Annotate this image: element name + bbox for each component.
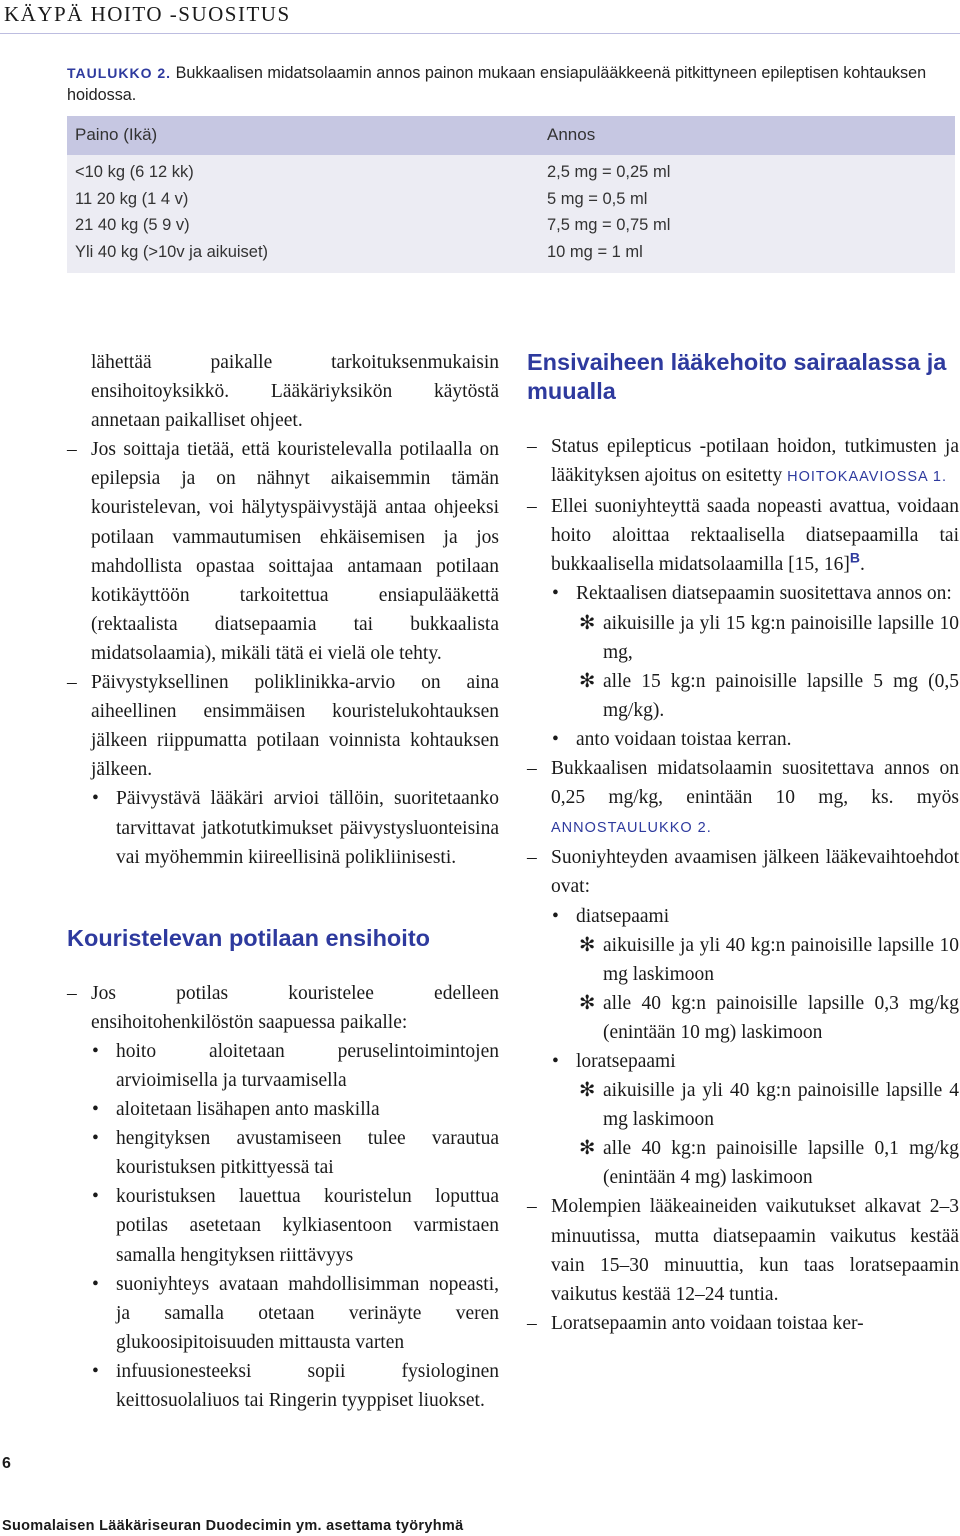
- list-item-text: alle 40 kg:n painoisille lapsille 0,1 mg/kg (enintään 4 mg) laskimoon: [603, 1138, 959, 1189]
- list-item: [527, 1134, 959, 1192]
- list-item-text: Loratsepaamin anto voidaan toistaa ker-: [551, 1312, 864, 1334]
- footer-text: Suomalaisen Lääkäriseuran Duodecimin ym. asettama työryhmä: [2, 1518, 464, 1534]
- left-column: [67, 348, 499, 1415]
- bullet-marker: •: [92, 1273, 99, 1295]
- table-cell-dose: 10 mg = 1 ml: [547, 243, 643, 261]
- list-item-text: diatsepaami: [576, 905, 670, 927]
- list-item-text: Päivystävä lääkäri arvioi tällöin, suoritetaanko tarvittavat jatkotutkimukset päivystysluonteisina vai myöhemmin kiireellisinä polikliinisesti.: [116, 788, 499, 868]
- dose-table: [67, 116, 955, 273]
- list-item: [527, 725, 959, 754]
- bullet-marker: •: [552, 905, 559, 927]
- list-item: [527, 754, 959, 843]
- list-item: [527, 667, 959, 725]
- list-item: [67, 784, 499, 871]
- list-item-text: Päivystyksellinen poliklinikka-arvio on aina aiheellinen ensimmäisen kouristelukohtauksen jälkeen riippumatta potilaan voinnista kohtauksen jälkeen.: [91, 672, 499, 781]
- caption-text: Bukkaalisen midatsolaamin annos painon mukaan ensiapulääkkeenä pitkittyneen epileptisen kohtauksen hoidossa.: [67, 64, 927, 104]
- list-item: [527, 843, 959, 901]
- list-item-text: aikuisille ja yli 40 kg:n painoisille lapsille 4 mg laskimoon: [603, 1080, 959, 1131]
- bullet-marker: •: [92, 1186, 99, 1208]
- evidence-grade-badge: B: [849, 549, 861, 566]
- list-item-text: Ellei suoniyhteyttä saada nopeasti avattua, voidaan hoito aloittaa rektaalisella diatsepaamilla tai bukkaalisella midatsolaamilla [15, 16]: [551, 496, 959, 576]
- list-item: [527, 579, 959, 608]
- list-item-text: aikuisille ja yli 40 kg:n painoisille lapsille 10 mg laskimoon: [603, 934, 959, 985]
- bullet-marker: •: [552, 728, 559, 750]
- table-header-row: [67, 116, 955, 155]
- list-item: [527, 1309, 959, 1338]
- table-cell-dose: 2,5 mg = 0,25 ml: [547, 163, 671, 181]
- bullet-marker: •: [552, 583, 559, 605]
- list-item: [527, 609, 959, 667]
- section-heading: Kouristelevan potilaan ensihoito: [67, 924, 430, 951]
- list-item-text: Suoniyhteyden avaamisen jälkeen lääkevaihtoehdot ovat:: [551, 847, 959, 898]
- dash-marker: –: [67, 672, 77, 694]
- list-item: [527, 989, 959, 1047]
- table-row: [67, 216, 955, 243]
- list-item: [67, 1270, 499, 1357]
- list-item-text: aloitetaan lisähapen anto maskilla: [116, 1099, 380, 1121]
- list-item: [527, 1192, 959, 1308]
- list-item-text: Bukkaalisen midatsolaamin suositettava annos on 0,25 mg/kg, enintään 10 mg, ks. myös: [551, 758, 959, 809]
- list-item: [527, 931, 959, 989]
- list-item: [527, 432, 959, 492]
- list-item: [67, 1095, 499, 1124]
- table-header-weight: Paino (Ikä): [75, 125, 158, 144]
- list-item-text: kouristuksen lauettua kouristelun loputtua potilas asetetaan kylkiasentoon varmistaen samalla hengityksen riittävyys: [116, 1186, 499, 1266]
- star-marker: ✻: [579, 992, 596, 1014]
- bullet-marker: •: [92, 788, 99, 810]
- table-caption: [67, 62, 957, 106]
- list-item-text: Status epilepticus -potilaan hoidon, tutkimusten ja lääkityksen ajoitus on esitetty: [551, 436, 959, 487]
- table-cell-dose: 5 mg = 0,5 ml: [547, 190, 648, 208]
- bullet-marker: •: [92, 1099, 99, 1121]
- table-header-dose: Annos: [547, 125, 596, 144]
- list-item-text: Rektaalisen diatsepaamin suositettava annos on:: [576, 583, 952, 605]
- list-item: [67, 1037, 499, 1095]
- list-item-text: hengityksen avustamiseen tulee varautua kouristuksen pitkittyessä tai: [116, 1128, 499, 1179]
- caption-tag: TAULUKKO 2.: [67, 65, 172, 81]
- dash-marker: –: [527, 1312, 537, 1334]
- table-row: [67, 163, 955, 190]
- dash-marker: –: [527, 847, 537, 869]
- table-row: [67, 190, 955, 217]
- dash-marker: –: [527, 496, 537, 518]
- list-item-text: Jos potilas kouristelee edelleen ensihoitohenkilöstön saapuessa paikalle:: [91, 982, 499, 1033]
- dash-marker: –: [527, 758, 537, 780]
- list-item: [67, 435, 499, 668]
- star-marker: ✻: [579, 612, 596, 634]
- list-item-text: Molempien lääkeaineiden vaikutukset alkavat 2–3 minuutissa, mutta diatsepaamin vaikutus kestää vain 15–30 minuuttia, kun taas loratsepaamin vaikutus kestää 12–24 tuntia.: [551, 1196, 959, 1305]
- dash-marker: –: [527, 436, 537, 457]
- table-cell-weight: 21 40 kg (5 9 v): [75, 216, 190, 234]
- intro-paragraph: lähettää paikalle tarkoituksenmukaisin ensihoitoyksikkö. Lääkäriyksikön käytöstä annetaan paikalliset ohjeet.: [91, 352, 499, 432]
- bullet-marker: •: [92, 1360, 99, 1382]
- dash-marker: –: [67, 982, 77, 1004]
- flowchart-reference-link[interactable]: HOITOKAAVIOSSA 1.: [787, 469, 948, 486]
- list-item-text: alle 40 kg:n painoisille lapsille 0,3 mg/kg (enintään 10 mg) laskimoon: [603, 992, 959, 1043]
- list-item-text: anto voidaan toistaa kerran.: [576, 728, 792, 750]
- table-row: [67, 243, 955, 270]
- list-item: [67, 1182, 499, 1269]
- list-item-text: alle 15 kg:n painoisille lapsille 5 mg (0,5 mg/kg).: [603, 670, 959, 721]
- list-item: [527, 492, 959, 579]
- table-cell-weight: Yli 40 kg (>10v ja aikuiset): [75, 243, 269, 261]
- running-header: [0, 0, 960, 34]
- bullet-marker: •: [552, 1050, 559, 1072]
- bullet-marker: •: [92, 1128, 99, 1150]
- header-title: KÄYPÄ HOITO -SUOSITUS: [4, 2, 291, 26]
- list-item: [67, 1124, 499, 1182]
- table-cell-weight: 11 20 kg (1 4 v): [75, 190, 189, 208]
- bullet-marker: •: [92, 1040, 99, 1062]
- list-item: [67, 979, 499, 1037]
- list-item-text: hoito aloitetaan peruselintoimintojen arvioimisella ja turvaamisella: [116, 1040, 499, 1091]
- dose-table-reference-link[interactable]: ANNOSTAULUKKO 2.: [551, 820, 712, 837]
- list-item-text: infuusionesteeksi sopii fysiologinen keittosuolaliuos tai Ringerin tyyppiset liuokset.: [116, 1360, 499, 1411]
- list-item-text: aikuisille ja yli 15 kg:n painoisille lapsille 10 mg,: [603, 612, 959, 663]
- list-item: [527, 1047, 959, 1076]
- list-item-text: loratsepaami: [576, 1050, 676, 1072]
- right-column: [527, 348, 959, 1338]
- table-cell-dose: 7,5 mg = 0,75 ml: [547, 216, 671, 234]
- dash-marker: –: [527, 1196, 537, 1218]
- list-item: [527, 902, 959, 931]
- star-marker: ✻: [579, 1080, 596, 1102]
- dash-marker: –: [67, 439, 77, 461]
- star-marker: ✻: [579, 1138, 596, 1160]
- list-item-text: suoniyhteys avataan mahdollisimman nopeasti, ja samalla otetaan verinäyte veren glukoosipitoisuuden mittausta varten: [116, 1273, 499, 1353]
- star-marker: ✻: [579, 934, 596, 956]
- list-item-text: Jos soittaja tietää, että kouristelevalla potilaalla on epilepsia ja on nähnyt aikaisemmin tämän kouristelevan, voi hälytyspäivystäjä antaa ohjeeksi potilaan vammautumisen ehkäisemisen ja jos mahdollista opastaa soittajaa antamaan potilaan kotikäyttöön tarkoitettua ensiapulääkettä (rektaalista diatsepaamia tai bukkaalista midatsolaamia), mikäli tätä ei vielä ole tehty.: [91, 439, 499, 664]
- page-number: 6: [2, 1455, 11, 1472]
- section-heading: Ensivaiheen lääkehoito sairaalassa ja muualla: [527, 349, 947, 404]
- list-item-text-end: .: [860, 554, 865, 576]
- list-item: [67, 668, 499, 784]
- list-item: [67, 1357, 499, 1415]
- list-item: [527, 1076, 959, 1134]
- star-marker: ✻: [579, 670, 596, 692]
- table-cell-weight: <10 kg (6 12 kk): [75, 163, 194, 181]
